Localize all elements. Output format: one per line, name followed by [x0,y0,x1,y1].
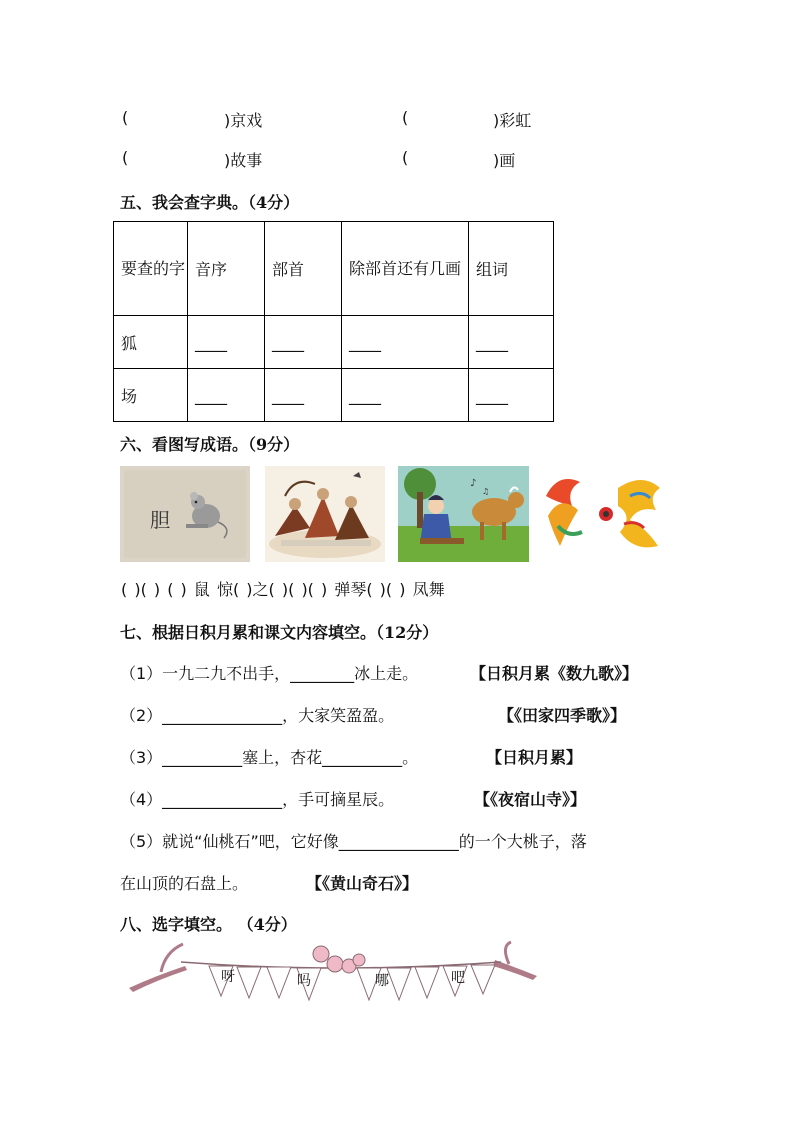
header-cell: 除部首还有几画 [342,222,469,316]
paren-close-word: )故事 [224,151,263,170]
blank-cell[interactable]: ____ [188,316,265,369]
fill-item-4: （4）_______________，手可摘星辰。 [120,790,395,809]
svg-text:♪: ♪ [470,478,477,489]
blank-cell[interactable]: ____ [188,369,265,422]
paren-close-word: )画 [493,151,516,170]
fill-item-2: （2）_______________，大家笑盈盈。 [120,706,395,725]
blank-cell[interactable]: ____ [342,316,469,369]
section8-heading: 八、选字填空。 （4分） [120,915,297,934]
blank-cell[interactable]: ____ [265,369,342,422]
bunting-illustration [125,940,545,1020]
table-row [114,369,554,422]
image-text-dan: 胆 [150,508,170,532]
image-warriors [265,466,385,562]
dictionary-table [113,221,554,422]
blank-cell[interactable]: ____ [342,369,469,422]
paren-close-word: )京戏 [224,111,263,130]
flag-char: 吗 [297,973,311,989]
flag-char: 哪 [375,973,389,989]
warriors-illustration [265,466,385,562]
bunting-branch-svg [125,940,545,1020]
table-header-row [114,222,554,316]
fill-item-5: （5）就说“仙桃石”吧，它好像_______________的一个大桃子，落 [120,832,587,851]
paren-close-word: )彩虹 [493,111,532,130]
paren-open: ( [402,148,409,167]
fill-item-2-ref: 【《田家四季歌》】 [498,706,627,725]
flag-char: 吧 [451,970,465,986]
blank-cell[interactable]: ____ [469,369,554,422]
char-cell: 场 [114,369,188,422]
header-cell: 组词 [469,222,554,316]
dragon-phoenix-illustration [538,466,672,562]
fill-item-5-ref: 【《黄山奇石》】 [306,874,419,893]
section6-heading: 六、看图写成语。（9分） [120,435,300,454]
section7-heading: 七、根据日积月累和课文内容填空。（12分） [120,623,439,642]
header-cell: 要查的字 [114,222,188,316]
fill-item-4-ref: 【《夜宿山寺》】 [474,790,587,809]
char-cell: 狐 [114,316,188,369]
image-qin-cow [398,466,529,562]
header-cell: 部首 [265,222,342,316]
svg-text:♫: ♫ [482,487,490,496]
flag-char: 呀 [221,969,235,985]
fill-item-3-ref: 【日积月累】 [486,748,583,767]
fill-item-5-continued: 在山顶的石盘上。 [120,874,249,893]
qin-cow-illustration [398,466,529,562]
fill-item-1-ref: 【日积月累《数九歌》】 [470,664,639,683]
section5-heading: 五、我会查字典。（4分） [120,193,300,212]
paren-open: ( [122,108,129,127]
table-row [114,316,554,369]
idiom-answer-line: ( )( ) ( ) 鼠 惊( )之( )( )( ) 弹琴( )( ) 凤舞 [121,580,445,599]
image-timid-mouse [120,466,250,562]
paren-open: ( [122,148,129,167]
blank-cell[interactable]: ____ [265,316,342,369]
image-dragon-phoenix [538,466,672,562]
mouse-illustration [120,466,250,562]
paren-open: ( [402,108,409,127]
fill-item-3: （3）__________塞上，杏花__________。 [120,748,419,767]
blank-cell[interactable]: ____ [469,316,554,369]
fill-item-1: （1）一九二九不出手，________冰上走。 [120,664,419,683]
header-cell: 音序 [188,222,265,316]
